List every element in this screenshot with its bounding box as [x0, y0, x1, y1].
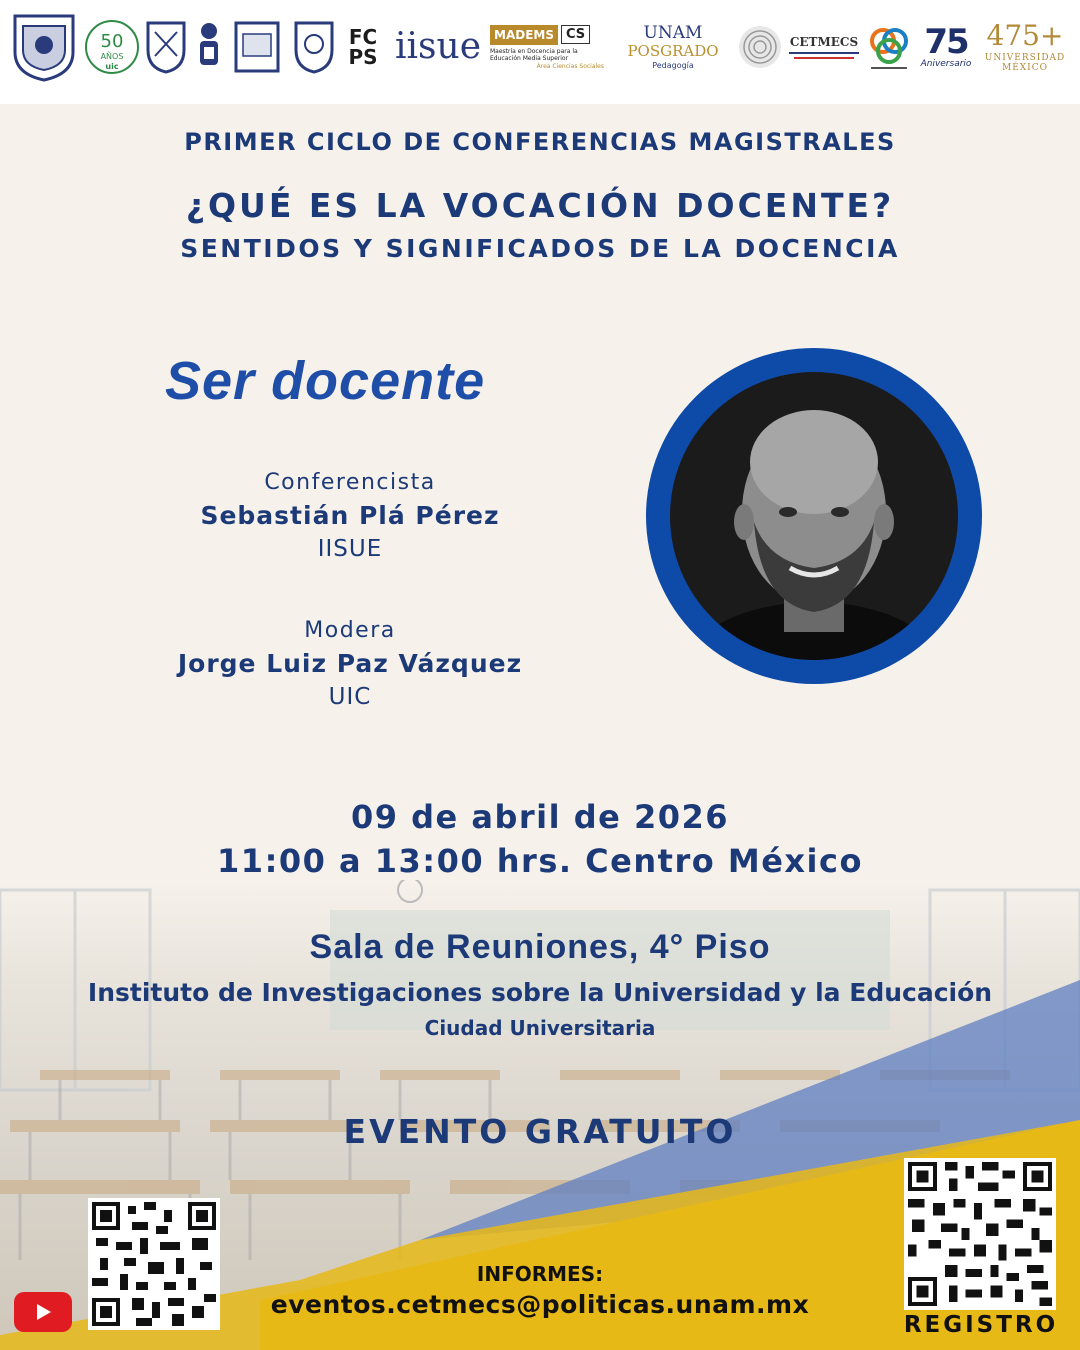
event-datetime: [0, 795, 1080, 883]
contact-email[interactable]: eventos.cetmecs@politicas.unam.mx: [270, 1290, 810, 1319]
posgrado-unam-logo: [612, 14, 734, 80]
speaker-photo: [646, 348, 982, 684]
uic-50-logo: [84, 14, 140, 80]
registro-label[interactable]: REGISTRO: [903, 1312, 1059, 1338]
aniversario-number: 75: [924, 22, 968, 62]
iisue-wordmark: iisue: [395, 26, 481, 67]
rings-logo: [864, 14, 914, 80]
speaker-institution: IISUE: [317, 536, 383, 562]
cetmecs-logo: [788, 14, 860, 80]
informes-label: INFORMES:: [476, 1262, 604, 1286]
uic-word: AÑOS: [100, 52, 124, 61]
posgrado-unam: UNAM: [643, 22, 703, 43]
moderator-name: Jorge Luiz Paz Vázquez: [177, 649, 523, 678]
event-time: 11:00 a 13:00 hrs. Centro México: [217, 842, 863, 880]
cetmecs-wordmark: CETMECS: [789, 34, 859, 49]
event-subtitle: SENTIDOS Y SIGNIFICADOS DE LA DOCENCIA: [180, 234, 900, 263]
unam-475-logo: [978, 14, 1072, 80]
event-room: Sala de Reuniones, 4° Piso: [309, 928, 771, 966]
unam-shield-logo: [10, 14, 78, 80]
event-institute: Instituto de Investigaciones sobre la Universidad y la Educación: [87, 978, 993, 1007]
posgrado-wordmark: POSGRADO: [627, 41, 719, 60]
event-campus: Ciudad Universitaria: [424, 1016, 656, 1040]
event-title: ¿QUÉ ES LA VOCACIÓN DOCENTE?: [185, 186, 895, 225]
speaker-block: [150, 470, 550, 562]
posgrado-pedagogia: Pedagogía: [652, 60, 694, 70]
madems-subtitle: Maestría en Docencia para la Educación Media Superior: [490, 47, 578, 62]
speaker-name: Sebastián Plá Pérez: [200, 501, 500, 530]
moderator-role: Modera: [304, 618, 396, 643]
faculty-shield-logo-1: [144, 14, 188, 80]
madems-cs: CS: [561, 25, 590, 44]
moderator-institution: UIC: [328, 684, 372, 710]
event-date: 09 de abril de 2026: [350, 798, 730, 836]
iisue-logo: [392, 14, 484, 80]
unam-475-sub2: MÉXICO: [1001, 62, 1048, 73]
faculty-shield-logo-3: [292, 14, 336, 80]
aniversario-word: Aniversario: [920, 59, 972, 69]
moderator-block: [150, 618, 550, 710]
fingerprint-logo: [736, 14, 784, 80]
madems-logo: [490, 14, 606, 80]
fcps-line-2: PS: [348, 45, 378, 69]
free-event-label: EVENTO GRATUITO: [343, 1112, 737, 1151]
madems-area: Área Ciencias Sociales: [536, 62, 604, 70]
registration-qr-code[interactable]: [904, 1158, 1056, 1310]
logo-bar: [0, 0, 1080, 104]
unam-475-number: 475+: [986, 18, 1064, 52]
speaker-role: Conferencista: [264, 470, 436, 495]
madems-wordmark: MADEMS: [490, 25, 558, 45]
talk-title: Ser docente: [165, 351, 486, 411]
series-title: PRIMER CICLO DE CONFERENCIAS MAGISTRALES: [184, 128, 896, 156]
fcps-line-1: FC: [348, 25, 378, 49]
uic-years: 50: [100, 31, 124, 52]
faculty-emblem-logo: [194, 14, 224, 80]
speaker-portrait: [670, 372, 958, 660]
faculty-shield-logo-2: [232, 14, 282, 80]
aniversario-75-logo: [918, 14, 974, 80]
uic-name: uic: [105, 62, 119, 71]
fcps-logo: [342, 14, 384, 80]
unam-475-sub1: UNIVERSIDAD: [984, 52, 1066, 63]
